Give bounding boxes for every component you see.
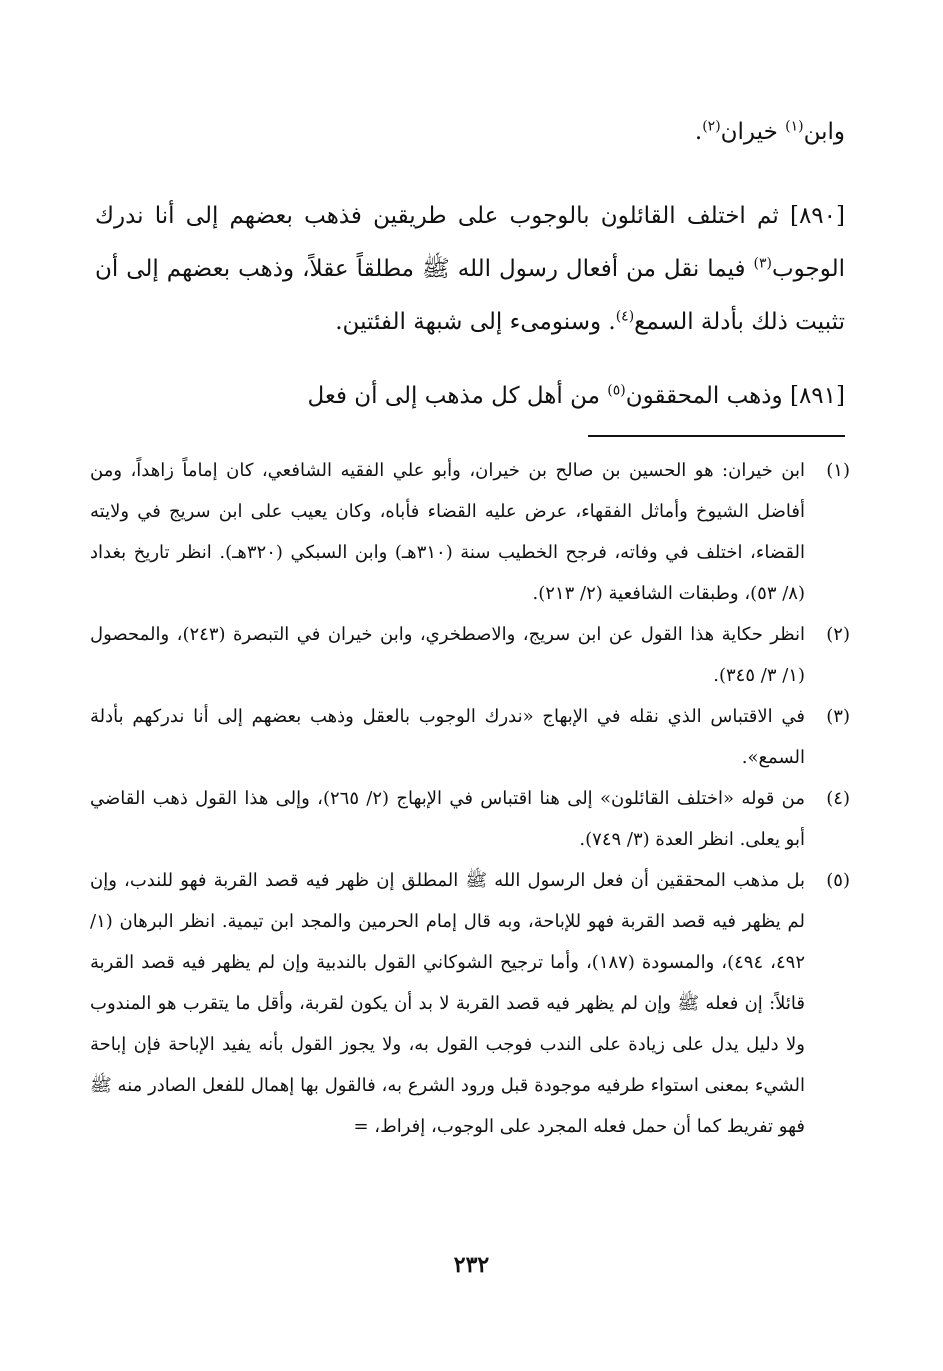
paragraph-890-text-3: . وسنومىء إلى شبهة الفئتين. — [335, 309, 616, 335]
footnote-4 — [90, 778, 850, 860]
footnote-ref-5[interactable]: (٥) — [607, 382, 626, 399]
continuation-text-middle: خيران — [720, 119, 786, 145]
footnote-1 — [90, 450, 850, 614]
footnote-number-1: (١) — [826, 460, 850, 481]
footnote-number-4: (٤) — [826, 788, 850, 809]
footnote-ref-2[interactable]: (٢) — [702, 118, 721, 135]
footnote-divider — [588, 435, 845, 437]
footnote-ref-4[interactable]: (٤) — [615, 308, 635, 325]
paragraph-number-891: [٨٩١] — [789, 383, 845, 409]
paragraph-890-text-1: ثم اختلف القائلون بالوجوب على طريقين فذهب بعضهم إلى أنا ندرك الوجوب — [95, 203, 845, 282]
footnote-number-3: (٣) — [826, 706, 850, 727]
continuation-text-start: وابن — [803, 119, 845, 145]
footnotes-section — [90, 450, 850, 1147]
footnote-number-2: (٢) — [826, 624, 850, 645]
footnote-text-5: بل مذهب المحققين أن فعل الرسول الله ﷺ المطلق إن ظهر فيه قصد القربة فهو للندب، وإن لم يظهر فيه قصد القربة فهو للإباحة، وبه قال إمام الحرمين والمجد ابن تيمية. انظر البرهان (١/ ٤٩٢، ٤٩٤)، والمسودة (١٨٧)، وأما ترجيح الشوكاني القول بالندبية وإن لم يظهر فيه قصد القربة قائلاً: إن فعله ﷺ وإن لم يظهر فيه قصد القربة لا بد أن يكون لقربة، وأقل ما يتقرب هو المندوب ولا دليل يدل على زيادة على الندب فوجب القول به، ولا يجوز القول بأنه يفيد الإباحة فإن إباحة الشيء بمعنى استواء طرفيه موجودة قبل ورود الشرع به، فالقول بها إهمال للفعل الصادر منه ﷺ فهو تفريط كما أن حمل فعله المجرد على الوجوب، إفراط، = — [90, 870, 805, 1137]
footnote-3 — [90, 696, 850, 778]
paragraph-891-text-1: وذهب المحققون — [625, 383, 790, 409]
footnote-5 — [90, 860, 850, 1147]
paragraph-number-890: [٨٩٠] — [789, 203, 845, 229]
footnote-text-2: انظر حكاية هذا القول عن ابن سريج، والاصطخري، وابن خيران في التبصرة (٢٤٣)، والمحصول (١/ ٣/ ٣٤٥). — [90, 624, 805, 686]
paragraph-891 — [95, 370, 845, 423]
footnote-number-5: (٥) — [826, 870, 850, 891]
footnote-2 — [90, 614, 850, 696]
paragraph-890-text-2: فيما نقل من أفعال رسول الله ﷺ مطلقاً عقلاً، وذهب بعضهم إلى أن تثبيت ذلك بأدلة السمع — [95, 256, 845, 335]
footnote-ref-3[interactable]: (٣) — [753, 255, 772, 272]
page-number: ٢٣٢ — [453, 1252, 490, 1278]
continuation-text-end: . — [694, 119, 703, 145]
paragraph-891-text-2: من أهل كل مذهب إلى أن فعل — [307, 383, 608, 409]
footnote-text-1: ابن خيران: هو الحسين بن صالح بن خيران، وأبو علي الفقيه الشافعي، كان إماماً زاهداً، ومن أفاضل الشيوخ وأماثل الفقهاء، عرض عليه القضاء فأباه، وكان يعيب على ابن سريج في ولايته القضاء، اختلف في وفاته، فرجح الخطيب سنة (٣١٠هـ) وابن السبكي (٣٢٠هـ). انظر تاريخ بغداد (٨/ ٥٣)، وطبقات الشافعية (٢/ ٢١٣). — [90, 460, 805, 604]
paragraph-890 — [95, 190, 845, 349]
continuation-line — [95, 112, 845, 152]
footnote-text-3: في الاقتباس الذي نقله في الإبهاج «ندرك الوجوب بالعقل وذهب بعضهم إلى أنا ندركهم بأدلة السمع». — [90, 706, 805, 768]
footnote-ref-1[interactable]: (١) — [785, 118, 804, 135]
footnote-text-4: من قوله «اختلف القائلون» إلى هنا اقتباس في الإبهاج (٢/ ٢٦٥)، وإلى هذا القول ذهب القاضي أبو يعلى. انظر العدة (٣/ ٧٤٩). — [90, 788, 806, 850]
